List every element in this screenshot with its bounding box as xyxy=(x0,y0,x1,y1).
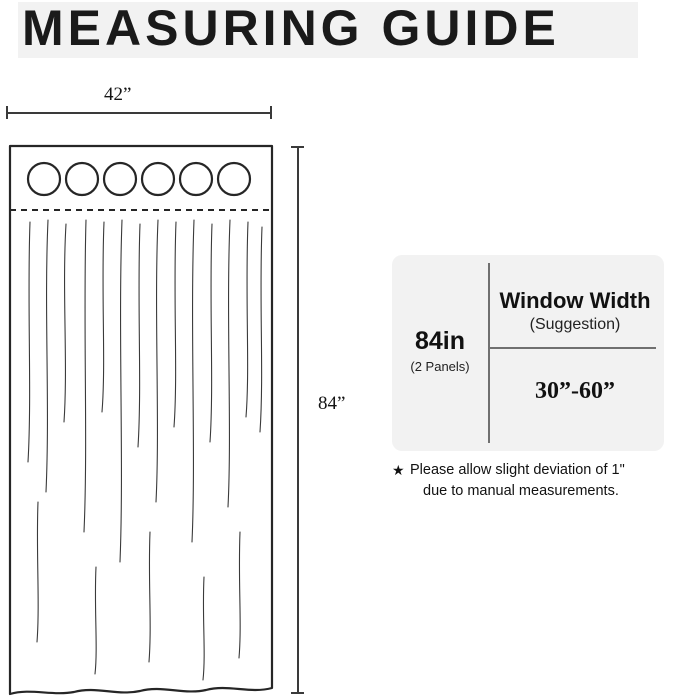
window-width-subtitle: (Suggestion) xyxy=(529,316,621,333)
width-dimension-cap-right xyxy=(270,106,272,119)
width-dimension-line xyxy=(6,112,272,114)
width-dimension-cap-left xyxy=(6,106,8,119)
note-line-1: Please allow slight deviation of 1" xyxy=(410,462,625,478)
curtain-diagram xyxy=(0,62,380,696)
title-bar xyxy=(0,0,679,62)
height-dimension-cap-bottom xyxy=(291,692,304,694)
window-width-range: 30”-60” xyxy=(535,378,615,404)
card-horizontal-divider xyxy=(490,347,656,349)
width-dimension-label: 42” xyxy=(104,84,132,105)
page-title: MEASURING GUIDE xyxy=(22,0,560,56)
size-info-card xyxy=(392,255,664,451)
height-dimension-cap-top xyxy=(291,146,304,148)
note-line-2: due to manual measurements. xyxy=(423,483,619,499)
panel-count-label: (2 Panels) xyxy=(410,359,470,374)
star-icon: ★ xyxy=(392,462,405,478)
window-width-title: Window Width xyxy=(499,288,651,313)
curtain-illustration xyxy=(0,62,380,696)
panel-size-value: 84in xyxy=(414,327,466,355)
height-dimension-line xyxy=(297,146,299,694)
height-dimension-label: 84” xyxy=(318,393,346,414)
